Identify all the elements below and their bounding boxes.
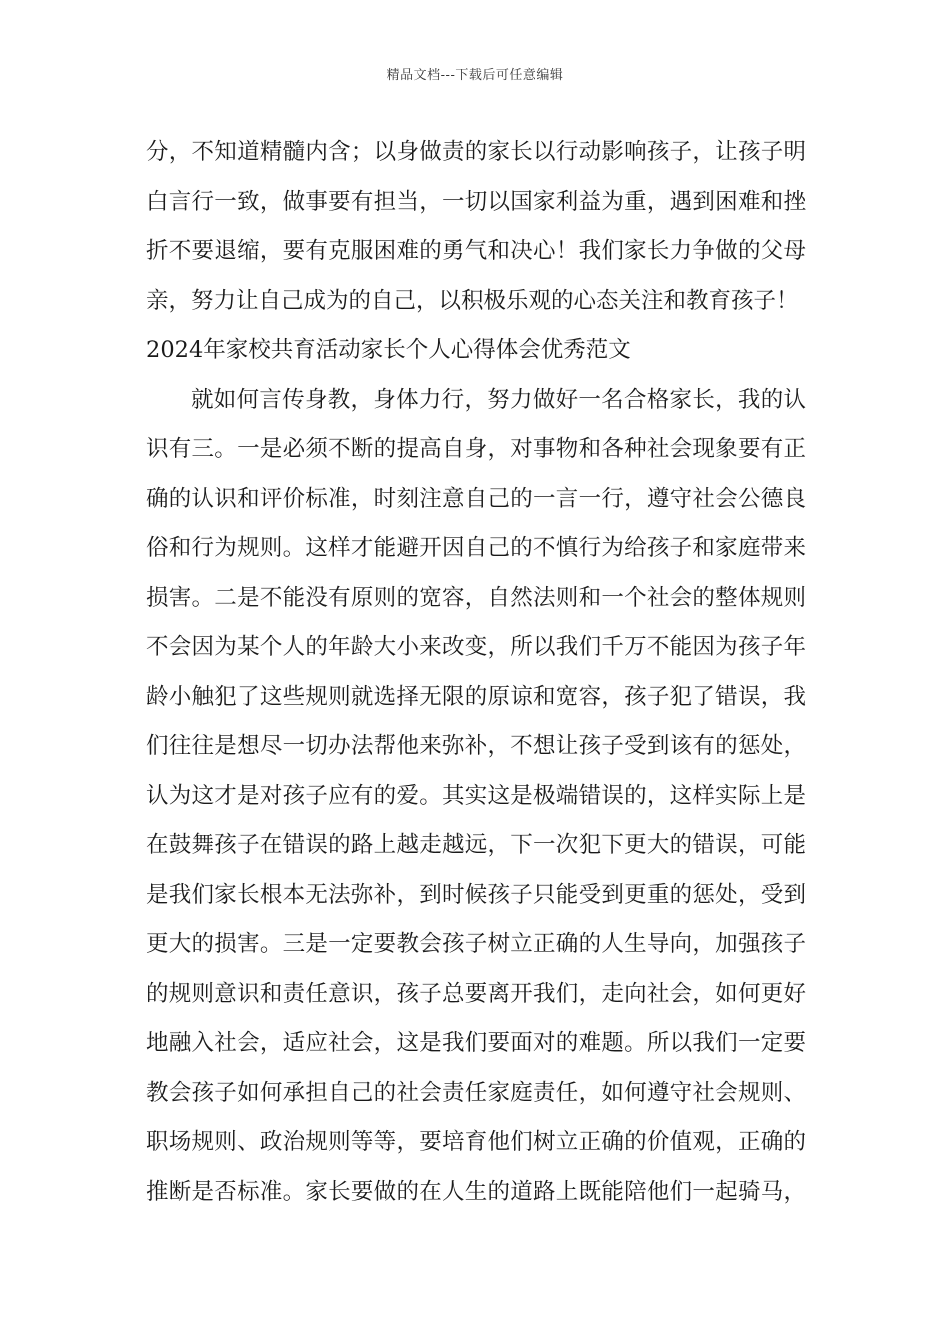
text-line: 认为这才是对孩子应有的爱。其实这是极端错误的，这样实际上是 xyxy=(146,782,806,809)
text-line: 地融入社会，适应社会，这是我们要面对的难题。所以我们一定要 xyxy=(146,1030,806,1056)
text-line: 白言行一致，做事要有担当，一切以国家利益为重，遇到困难和挫 xyxy=(146,188,806,215)
section-title: 2024年家校共育活动家长个人心得体会优秀范文 xyxy=(146,337,631,363)
text-line: 龄小触犯了这些规则就选择无限的原谅和宽容，孩子犯了错误，我 xyxy=(146,683,806,710)
text-line: 推断是否标准。家长要做的在人生的道路上既能陪他们一起骑马， xyxy=(146,1178,806,1205)
text-line: 俗和行为规则。这样才能避开因自己的不慎行为给孩子和家庭带来 xyxy=(146,535,806,561)
text-line: 教会孩子如何承担自己的社会责任家庭责任，如何遵守社会规则、 xyxy=(146,1079,806,1106)
text-line: 分，不知道精髓内含；以身做责的家长以行动影响孩子，让孩子明 xyxy=(146,139,806,165)
text-line: 职场规则、政治规则等等，要培育他们树立正确的价值观，正确的 xyxy=(146,1129,806,1155)
page-header: 精品文档---下载后可任意编辑 xyxy=(386,68,564,83)
document-body xyxy=(146,132,806,1221)
text-line: 更大的损害。三是一定要教会孩子树立正确的人生导向，加强孩子 xyxy=(146,931,806,957)
text-line: 识有三。一是必须不断的提高自身，对事物和各种社会现象要有正 xyxy=(146,436,806,462)
text-line: 不会因为某个人的年龄大小来改变，所以我们千万不能因为孩子年 xyxy=(146,634,806,660)
text-line: 的规则意识和责任意识，孩子总要离开我们，走向社会，如何更好 xyxy=(146,980,806,1007)
text-line: 就如何言传身教，身体力行，努力做好一名合格家长，我的认 xyxy=(191,386,806,413)
text-line: 是我们家长根本无法弥补，到时候孩子只能受到更重的惩处，受到 xyxy=(146,881,806,908)
text-line: 亲，努力让自己成为的自己，以积极乐观的心态关注和教育孩子！ xyxy=(146,287,799,314)
text-line: 们往往是想尽一切办法帮他来弥补，不想让孩子受到该有的惩处， xyxy=(146,733,806,759)
text-line: 确的认识和评价标准，时刻注意自己的一言一行，遵守社会公德良 xyxy=(146,485,806,512)
text-line: 折不要退缩，要有克服困难的勇气和决心！我们家长力争做的父母 xyxy=(146,238,806,264)
text-line: 损害。二是不能没有原则的宽容，自然法则和一个社会的整体规则 xyxy=(146,584,806,611)
text-line: 在鼓舞孩子在错误的路上越走越远，下一次犯下更大的错误，可能 xyxy=(146,832,806,858)
